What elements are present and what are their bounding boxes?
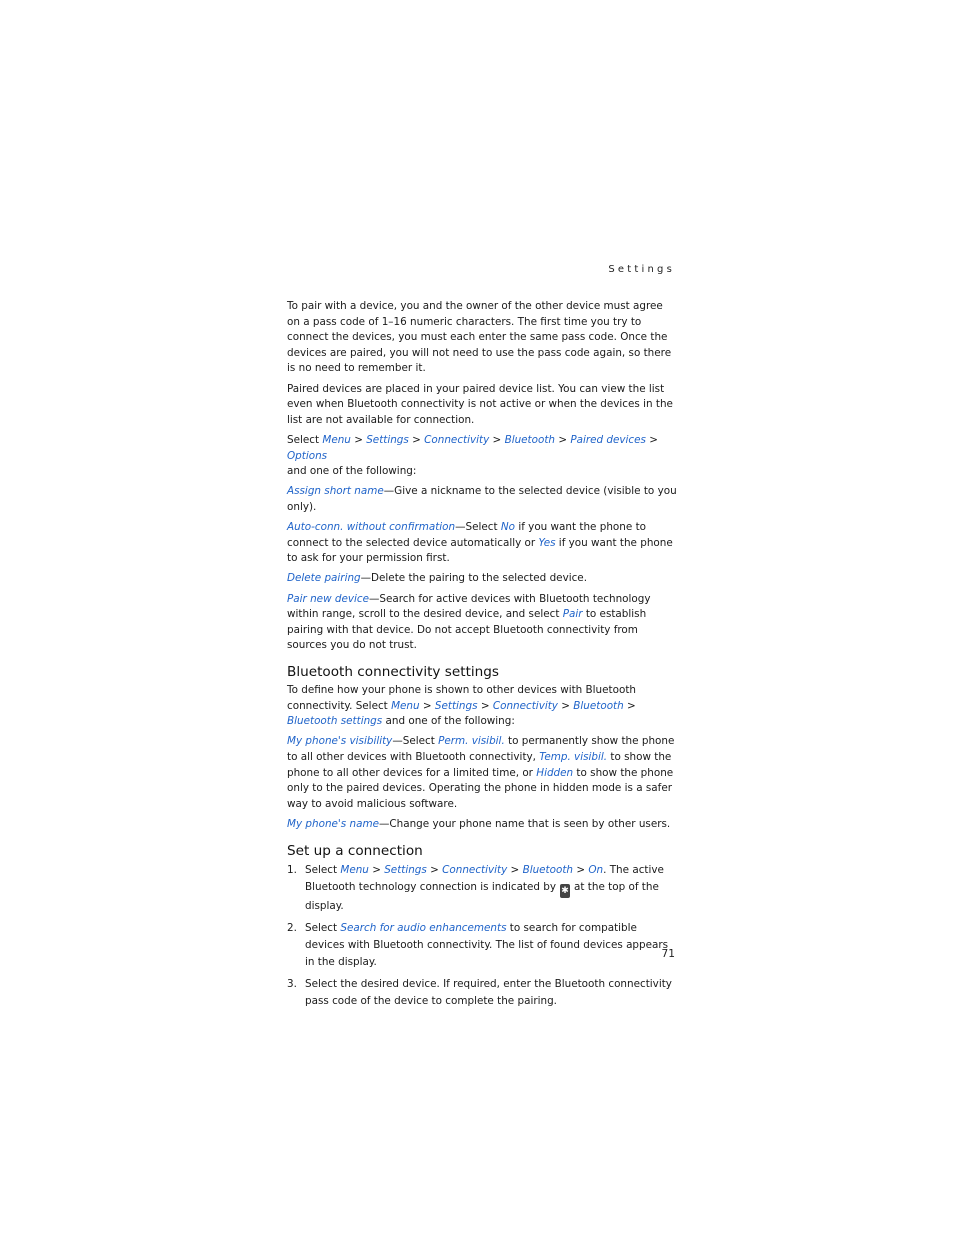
path-separator: > xyxy=(489,433,505,446)
menu-path-paired-devices: Paired devices xyxy=(570,433,646,446)
following-text: and one of the following: xyxy=(287,465,417,478)
menu-path-bluetooth-settings: Bluetooth settings xyxy=(287,715,383,728)
path-separator: > xyxy=(368,863,385,876)
path-separator: > xyxy=(557,699,574,712)
bluetooth-settings-intro xyxy=(287,683,677,730)
step-2-text: to search for compatible devices with Bluetooth connectivity. The list of found devices appears in the display. xyxy=(305,921,669,968)
menu-path-menu: Menu xyxy=(322,433,351,446)
setup-step-2 xyxy=(287,920,677,971)
step-1-text-1: . The active Bluetooth technology connection is indicated by xyxy=(305,863,664,893)
step-number: 3. xyxy=(287,978,297,991)
perm-visibil-option: Perm. visibil. xyxy=(438,735,505,748)
visibility-desc-1: —Select xyxy=(392,735,439,748)
following-text: and one of the following: xyxy=(382,715,515,728)
visibility-desc-2: to permanently show the phone to all other devices with Bluetooth connectivity, xyxy=(287,735,675,763)
step-1-text-2: at the top of the display. xyxy=(305,880,659,912)
setup-connection-heading: Set up a connection xyxy=(287,842,423,859)
yes-option: Yes xyxy=(538,536,556,549)
menu-path-settings: Settings xyxy=(434,699,478,712)
delete-pairing-paragraph xyxy=(287,571,677,587)
search-audio-option: Search for audio enhancements xyxy=(340,921,507,934)
page-number: 71 xyxy=(661,948,675,960)
phone-name-paragraph xyxy=(287,817,677,833)
menu-path-menu: Menu xyxy=(340,863,369,876)
pairing-passcode-paragraph: To pair with a device, you and the owner of the other device must agree on a pass code of 1–16 numeric characters. The first time you try to connect the devices, you must each enter the same pass code. Once the devices are paired, you will not need to use the pass code again, so there is no need to remember it. xyxy=(287,300,672,375)
step-number: 2. xyxy=(287,921,297,934)
step-3-text: Select the desired device. If required, enter the Bluetooth connectivity pass code of the device to complete the pairing. xyxy=(305,978,672,1008)
menu-path-connectivity: Connectivity xyxy=(492,699,558,712)
path-separator: > xyxy=(408,433,425,446)
assign-short-name-paragraph xyxy=(287,484,677,515)
select-text: Select xyxy=(305,863,341,876)
pair-option: Pair xyxy=(562,608,583,621)
menu-path-bluetooth: Bluetooth xyxy=(504,433,556,446)
path-separator: > xyxy=(645,433,658,446)
pair-new-device-desc-2: to establish pairing with that device. Do not accept Bluetooth connectivity from sources you do not trust. xyxy=(287,608,647,652)
path-separator: > xyxy=(419,699,435,712)
menu-path-options: Options xyxy=(287,449,328,462)
phone-name-option: My phone's name xyxy=(287,817,379,830)
menu-path-connectivity: Connectivity xyxy=(424,433,490,446)
visibility-desc-3: to show the phone to all other devices for a limited time, or xyxy=(287,751,672,779)
step-number: 1. xyxy=(287,863,297,876)
menu-path-on: On xyxy=(588,863,604,876)
auto-conn-desc-1: —Select xyxy=(455,521,501,534)
menu-path-menu: Menu xyxy=(391,699,420,712)
select-text: Select xyxy=(305,921,341,934)
visibility-paragraph xyxy=(287,734,677,812)
setup-steps-list xyxy=(287,862,677,1011)
pair-new-device-desc-1: —Search for active devices with Bluetooth technology within range, scroll to the desired device, and select xyxy=(287,592,651,621)
menu-path-bluetooth: Bluetooth xyxy=(522,863,574,876)
visibility-desc-4: to show the phone only to the paired devices. Operating the phone in hidden mode is a safer way to avoid malicious software. xyxy=(287,766,674,810)
section-header: Settings xyxy=(608,264,675,275)
menu-path-bluetooth: Bluetooth xyxy=(573,699,624,712)
path-separator: > xyxy=(350,433,367,446)
assign-short-name-desc: —Give a nickname to the selected device (visible to you only). xyxy=(287,485,677,513)
delete-pairing-option: Delete pairing xyxy=(287,572,361,585)
path-separator: > xyxy=(573,863,589,876)
path-separator: > xyxy=(477,699,493,712)
auto-conn-desc-3: if you want the phone to ask for your permission first. xyxy=(287,536,673,565)
hidden-option: Hidden xyxy=(536,766,574,779)
page-content xyxy=(287,299,677,1016)
path-separator: > xyxy=(507,863,523,876)
setup-step-3 xyxy=(287,976,677,1010)
path-separator: > xyxy=(426,863,443,876)
auto-conn-desc-2: if you want the phone to connect to the selected device automatically or xyxy=(287,521,646,549)
setup-step-1 xyxy=(287,862,677,915)
pair-new-device-option: Pair new device xyxy=(287,592,370,605)
select-text: Select xyxy=(287,433,323,446)
menu-path-connectivity: Connectivity xyxy=(442,863,508,876)
delete-pairing-desc: —Delete the pairing to the selected device. xyxy=(360,572,588,585)
paired-devices-path-paragraph xyxy=(287,433,677,480)
bluetooth-icon: ✱ xyxy=(561,885,569,896)
auto-conn-option: Auto-conn. without confirmation xyxy=(287,521,456,534)
intro-text: To define how your phone is shown to other devices with Bluetooth connectivity. Select xyxy=(287,684,636,712)
no-option: No xyxy=(500,521,516,534)
path-separator: > xyxy=(555,433,571,446)
visibility-option: My phone's visibility xyxy=(287,735,393,748)
paired-list-paragraph: Paired devices are placed in your paired device list. You can view the list even when Bluetooth connectivity is not active or when the devices in the list are not available for connection. xyxy=(287,382,673,426)
temp-visibil-option: Temp. visibil. xyxy=(539,751,608,763)
manual-page xyxy=(287,0,677,1235)
assign-short-name-option: Assign short name xyxy=(287,485,384,498)
menu-path-settings: Settings xyxy=(384,863,427,876)
path-separator: > xyxy=(623,699,636,712)
auto-conn-paragraph xyxy=(287,520,677,567)
phone-name-desc: —Change your phone name that is seen by other users. xyxy=(378,817,671,830)
menu-path-settings: Settings xyxy=(366,433,409,446)
pair-new-device-paragraph xyxy=(287,592,677,654)
bluetooth-settings-heading: Bluetooth connectivity settings xyxy=(287,664,500,681)
